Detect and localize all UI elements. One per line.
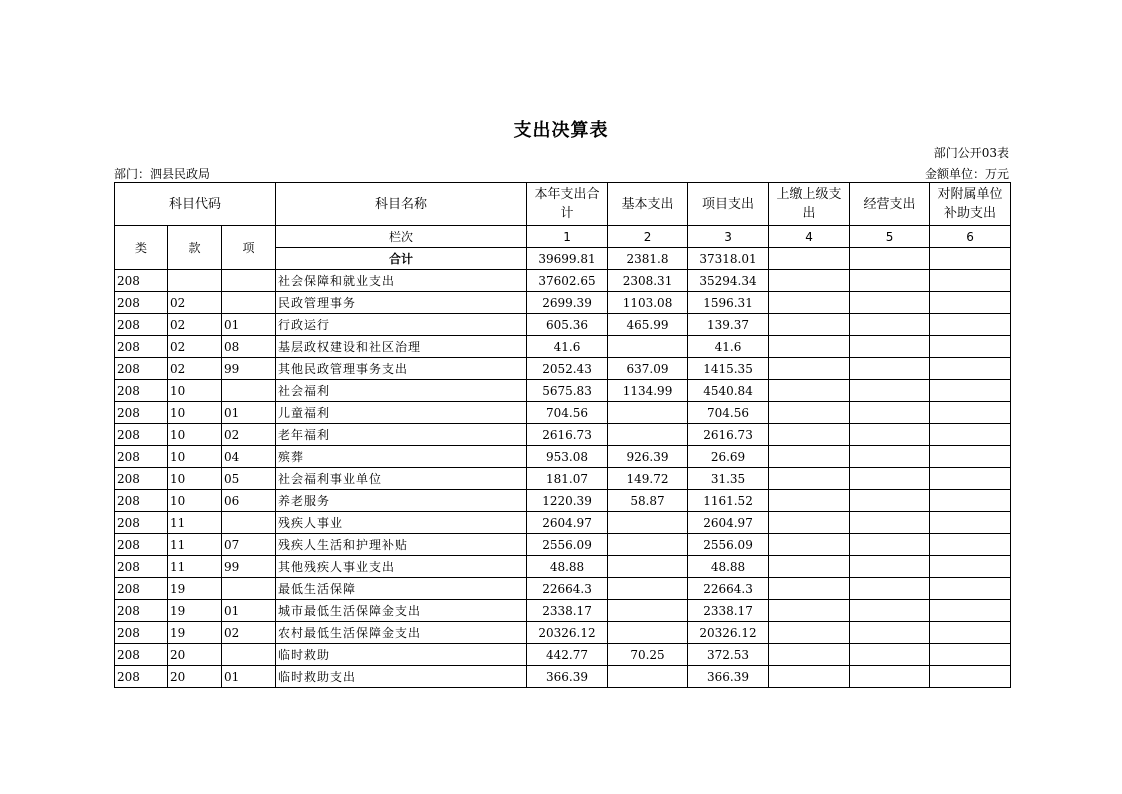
column-number-1: 1 [527,226,608,248]
subject-code-kuan: 11 [168,534,222,556]
amount-total: 1220.39 [527,490,608,512]
header-total: 本年支出合计 [527,183,608,226]
amount-business [850,622,930,644]
amount-project: 366.39 [688,666,769,688]
amount-basic: 926.39 [608,446,688,468]
subject-name: 城市最低生活保障金支出 [276,600,527,622]
subject-name: 农村最低生活保障金支出 [276,622,527,644]
amount-subsidy [930,578,1011,600]
total-project: 37318.01 [688,248,769,270]
amount-upper [769,534,850,556]
amount-business [850,512,930,534]
amount-subsidy [930,490,1011,512]
amount-business [850,446,930,468]
amount-basic [608,666,688,688]
subject-code-lei: 208 [115,468,168,490]
header-project: 项目支出 [688,183,769,226]
table-row [115,270,1011,292]
amount-basic: 465.99 [608,314,688,336]
subject-code-kuan: 10 [168,490,222,512]
table-row [115,380,1011,402]
subject-name: 临时救助 [276,644,527,666]
header-subject-code: 科目代码 [115,183,276,226]
amount-upper [769,446,850,468]
table-row [115,358,1011,380]
amount-business [850,292,930,314]
amount-upper [769,644,850,666]
header-xiang: 项 [222,226,276,270]
subject-name: 民政管理事务 [276,292,527,314]
subject-code-lei: 208 [115,512,168,534]
column-number-3: 3 [688,226,769,248]
subject-code-lei: 208 [115,534,168,556]
amount-upper [769,402,850,424]
amount-basic: 2308.31 [608,270,688,292]
amount-basic: 1103.08 [608,292,688,314]
amount-basic [608,556,688,578]
subject-code-lei: 208 [115,600,168,622]
amount-project: 48.88 [688,556,769,578]
subject-code-xiang: 02 [222,424,276,446]
amount-project: 4540.84 [688,380,769,402]
amount-business [850,424,930,446]
amount-subsidy [930,358,1011,380]
subject-name: 殡葬 [276,446,527,468]
header-upper: 上缴上级支出 [769,183,850,226]
total-subsidy [930,248,1011,270]
subject-name: 行政运行 [276,314,527,336]
amount-upper [769,600,850,622]
amount-business [850,402,930,424]
amount-project: 2338.17 [688,600,769,622]
subject-code-kuan [168,270,222,292]
amount-basic: 70.25 [608,644,688,666]
amount-subsidy [930,600,1011,622]
amount-basic: 1134.99 [608,380,688,402]
subject-code-xiang: 06 [222,490,276,512]
subject-name: 残疾人事业 [276,512,527,534]
subject-name: 社会保障和就业支出 [276,270,527,292]
amount-basic [608,512,688,534]
subject-code-xiang: 01 [222,314,276,336]
amount-business [850,534,930,556]
table-row [115,402,1011,424]
subject-code-lei: 208 [115,402,168,424]
amount-project: 139.37 [688,314,769,336]
table-row [115,292,1011,314]
amount-total: 2556.09 [527,534,608,556]
amount-total: 41.6 [527,336,608,358]
amount-total: 37602.65 [527,270,608,292]
amount-total: 2699.39 [527,292,608,314]
subject-code-kuan: 10 [168,424,222,446]
subject-code-lei: 208 [115,622,168,644]
subject-name: 临时救助支出 [276,666,527,688]
header-row [115,183,1011,226]
table-row [115,600,1011,622]
amount-project: 2556.09 [688,534,769,556]
amount-basic [608,622,688,644]
amount-basic [608,402,688,424]
total-label: 合计 [276,248,527,270]
amount-basic [608,534,688,556]
subject-name: 儿童福利 [276,402,527,424]
subject-code-kuan: 19 [168,578,222,600]
amount-upper [769,314,850,336]
amount-basic: 149.72 [608,468,688,490]
subject-code-kuan: 11 [168,512,222,534]
table-row [115,556,1011,578]
column-number-4: 4 [769,226,850,248]
subject-code-kuan: 19 [168,600,222,622]
amount-basic: 58.87 [608,490,688,512]
amount-total: 20326.12 [527,622,608,644]
amount-total: 953.08 [527,446,608,468]
amount-upper [769,490,850,512]
subject-code-xiang [222,644,276,666]
subject-code-lei: 208 [115,270,168,292]
subject-code-kuan: 02 [168,314,222,336]
table-row [115,534,1011,556]
amount-upper [769,512,850,534]
table-row [115,336,1011,358]
total-total: 39699.81 [527,248,608,270]
amount-subsidy [930,534,1011,556]
column-number-5: 5 [850,226,930,248]
amount-upper [769,622,850,644]
form-number: 部门公开03表 [933,146,1009,160]
table-row [115,446,1011,468]
amount-subsidy [930,336,1011,358]
amount-subsidy [930,644,1011,666]
subject-code-lei: 208 [115,314,168,336]
subject-name: 社会福利 [276,380,527,402]
subject-code-lei: 208 [115,292,168,314]
subject-code-xiang [222,380,276,402]
amount-project: 41.6 [688,336,769,358]
column-number-2: 2 [608,226,688,248]
subject-code-lei: 208 [115,578,168,600]
subject-code-kuan: 10 [168,446,222,468]
amount-total: 22664.3 [527,578,608,600]
amount-subsidy [930,622,1011,644]
subject-code-xiang: 99 [222,556,276,578]
header-basic: 基本支出 [608,183,688,226]
amount-total: 2338.17 [527,600,608,622]
subject-code-lei: 208 [115,336,168,358]
amount-project: 1161.52 [688,490,769,512]
total-upper [769,248,850,270]
amount-basic: 637.09 [608,358,688,380]
amount-subsidy [930,512,1011,534]
subject-code-kuan: 20 [168,666,222,688]
subject-code-xiang [222,270,276,292]
header-business: 经营支出 [850,183,930,226]
table-row [115,578,1011,600]
amount-subsidy [930,314,1011,336]
amount-subsidy [930,292,1011,314]
amount-total: 181.07 [527,468,608,490]
amount-total: 442.77 [527,644,608,666]
page-title: 支出决算表 [513,120,609,141]
table-row [115,490,1011,512]
header-kuan: 款 [168,226,222,270]
amount-basic [608,578,688,600]
subject-code-xiang: 01 [222,666,276,688]
subject-code-xiang [222,578,276,600]
header-lei: 类 [115,226,168,270]
amount-business [850,270,930,292]
amount-business [850,578,930,600]
amount-project: 31.35 [688,468,769,490]
subject-code-xiang [222,292,276,314]
amount-project: 2604.97 [688,512,769,534]
amount-project: 372.53 [688,644,769,666]
amount-business [850,314,930,336]
amount-project: 22664.3 [688,578,769,600]
amount-subsidy [930,402,1011,424]
subject-name: 其他残疾人事业支出 [276,556,527,578]
amount-business [850,468,930,490]
subject-name: 老年福利 [276,424,527,446]
subject-code-xiang: 05 [222,468,276,490]
amount-project: 704.56 [688,402,769,424]
expenditure-table [114,182,1011,688]
amount-basic [608,600,688,622]
table-row [115,622,1011,644]
subject-code-lei: 208 [115,644,168,666]
subject-code-xiang: 01 [222,402,276,424]
subject-code-xiang: 07 [222,534,276,556]
department-label: 部门：泗县民政局 [114,167,211,181]
amount-total: 2616.73 [527,424,608,446]
subject-code-kuan: 10 [168,468,222,490]
amount-total: 366.39 [527,666,608,688]
subject-name: 最低生活保障 [276,578,527,600]
amount-upper [769,578,850,600]
header-subsidy: 对附属单位补助支出 [930,183,1011,226]
amount-business [850,600,930,622]
subject-name: 其他民政管理事务支出 [276,358,527,380]
amount-total: 605.36 [527,314,608,336]
subject-code-xiang: 99 [222,358,276,380]
subject-name: 养老服务 [276,490,527,512]
subject-code-kuan: 02 [168,336,222,358]
subject-code-xiang: 02 [222,622,276,644]
subject-code-lei: 208 [115,424,168,446]
subject-code-lei: 208 [115,446,168,468]
subject-code-xiang: 08 [222,336,276,358]
amount-subsidy [930,666,1011,688]
subject-code-kuan: 10 [168,380,222,402]
subject-code-lei: 208 [115,380,168,402]
amount-project: 1596.31 [688,292,769,314]
subject-code-kuan: 02 [168,292,222,314]
subject-name: 基层政权建设和社区治理 [276,336,527,358]
amount-total: 5675.83 [527,380,608,402]
amount-basic [608,336,688,358]
amount-upper [769,380,850,402]
subject-code-lei: 208 [115,358,168,380]
table-row [115,424,1011,446]
amount-business [850,490,930,512]
amount-total: 48.88 [527,556,608,578]
table-row [115,512,1011,534]
amount-upper [769,556,850,578]
amount-business [850,556,930,578]
amount-upper [769,336,850,358]
amount-subsidy [930,446,1011,468]
amount-project: 1415.35 [688,358,769,380]
header-subject-name: 科目名称 [276,183,527,226]
subject-name: 社会福利事业单位 [276,468,527,490]
subject-code-lei: 208 [115,666,168,688]
amount-business [850,666,930,688]
column-number-row [115,226,1011,248]
total-basic: 2381.8 [608,248,688,270]
amount-total: 704.56 [527,402,608,424]
amount-business [850,644,930,666]
amount-total: 2604.97 [527,512,608,534]
subject-code-kuan: 11 [168,556,222,578]
table-row [115,314,1011,336]
amount-upper [769,468,850,490]
amount-business [850,336,930,358]
amount-subsidy [930,424,1011,446]
total-business [850,248,930,270]
amount-subsidy [930,468,1011,490]
subject-name: 残疾人生活和护理补贴 [276,534,527,556]
subject-code-lei: 208 [115,556,168,578]
amount-upper [769,358,850,380]
amount-upper [769,666,850,688]
table-row [115,468,1011,490]
amount-subsidy [930,556,1011,578]
amount-total: 2052.43 [527,358,608,380]
subject-code-kuan: 19 [168,622,222,644]
column-number-label: 栏次 [276,226,527,248]
subject-code-xiang: 04 [222,446,276,468]
amount-business [850,380,930,402]
amount-project: 2616.73 [688,424,769,446]
table-row [115,644,1011,666]
amount-subsidy [930,380,1011,402]
amount-upper [769,424,850,446]
amount-project: 35294.34 [688,270,769,292]
amount-project: 20326.12 [688,622,769,644]
amount-basic [608,424,688,446]
amount-upper [769,292,850,314]
amount-business [850,358,930,380]
column-number-6: 6 [930,226,1011,248]
subject-code-lei: 208 [115,490,168,512]
amount-project: 26.69 [688,446,769,468]
subject-code-kuan: 10 [168,402,222,424]
unit-label: 金额单位：万元 [924,167,1009,181]
table-row [115,666,1011,688]
amount-subsidy [930,270,1011,292]
subject-code-kuan: 20 [168,644,222,666]
subject-code-xiang: 01 [222,600,276,622]
subject-code-kuan: 02 [168,358,222,380]
amount-upper [769,270,850,292]
subject-code-xiang [222,512,276,534]
